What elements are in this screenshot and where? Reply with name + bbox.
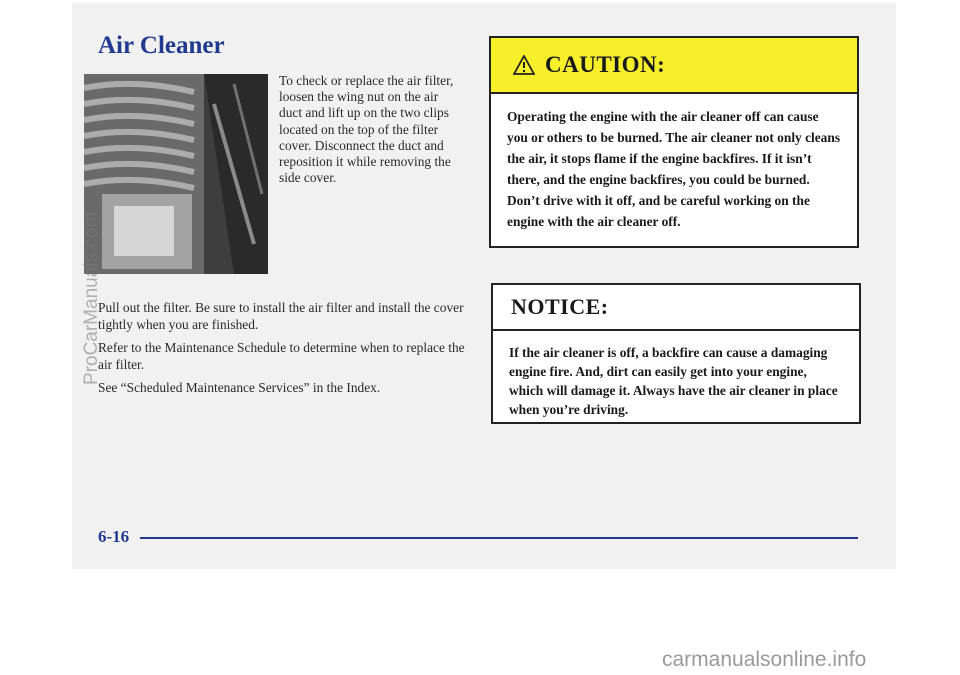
notice-label: NOTICE: [511, 294, 609, 319]
watermark-side: ProCarManuals.com [81, 211, 102, 385]
caution-text: Operating the engine with the air cleaner off can cause you or others to be burned. The air cleaner not only cleans the air, it stops flame if the engine backfires. If it isn’t there, and the engine backfires, you could be burned. Don’t drive with it off, and be careful working on the engine with the air cleaner off. [507, 109, 841, 229]
notice-text: If the air cleaner is off, a backfire can cause a damaging engine fire. And, dirt can easily get into your engine, which will damage it. Always have the air cleaner in place when you’re driving. [509, 345, 838, 417]
intro-text: To check or replace the air filter, loosen the wing nut on the air duct and lift up on the two clips located on the top of the filter cover. Disconnect the duct and reposition it while removing the side cover. [279, 73, 454, 186]
air-cleaner-photo [84, 74, 268, 274]
footer-rule [140, 537, 858, 539]
body-text [98, 300, 470, 404]
watermark-bottom: carmanualsonline.info [662, 648, 867, 671]
caution-header [491, 38, 857, 94]
paragraph: See “Scheduled Maintenance Services” in the Index. [98, 380, 381, 395]
warning-triangle-icon [513, 55, 535, 75]
paragraph: Refer to the Maintenance Schedule to determine when to replace the air filter. [98, 340, 465, 372]
section-title: Air Cleaner [98, 32, 225, 59]
page-number: 6-16 [98, 527, 130, 546]
notice-box [491, 283, 861, 424]
notice-header [493, 285, 859, 331]
caution-box [489, 36, 859, 248]
caution-label: CAUTION: [545, 52, 666, 77]
paragraph: Pull out the filter. Be sure to install the air filter and install the cover tightly when you are finished. [98, 300, 464, 332]
